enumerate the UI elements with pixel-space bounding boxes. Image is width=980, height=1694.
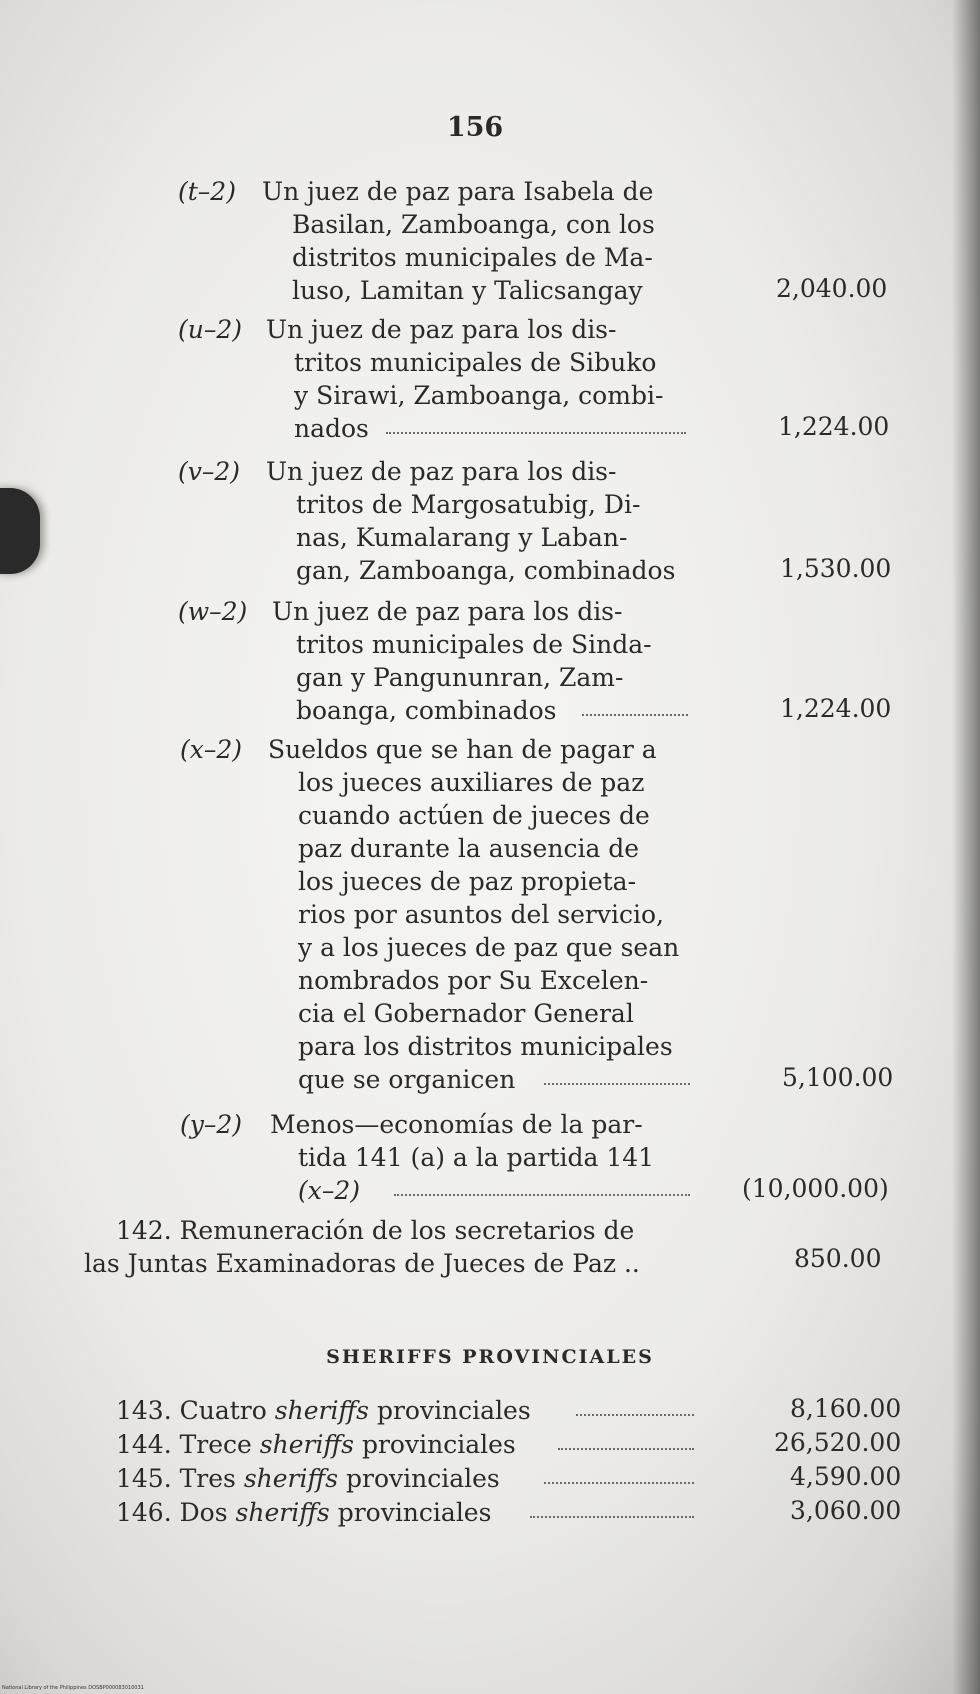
- entry-line: los jueces de paz propieta-: [298, 867, 637, 896]
- entry-line: Un juez de paz para los dis-: [266, 315, 617, 344]
- entry-line: y a los jueces de paz que sean: [298, 933, 680, 962]
- entry-line: para los distritos municipales: [298, 1032, 673, 1061]
- amount-w2: 1,224.00: [780, 694, 892, 723]
- leader-dots: [394, 1194, 690, 1196]
- entry-line: distritos municipales de Ma-: [292, 243, 653, 272]
- leader-dots: [576, 1414, 694, 1416]
- leader-dots: [530, 1516, 694, 1518]
- item-italic: sheriffs: [235, 1498, 330, 1527]
- entry-line: y Sirawi, Zamboanga, combi-: [294, 381, 664, 410]
- entry-line: tritos municipales de Sinda-: [296, 630, 652, 659]
- item-line: [116, 1496, 491, 1529]
- page-number: 156: [446, 112, 504, 143]
- item-text: Dos: [179, 1498, 228, 1527]
- entry-label: (w–2): [178, 597, 248, 626]
- entry-label: (v–2): [178, 457, 241, 486]
- entry-line: Un juez de paz para Isabela de: [262, 177, 654, 206]
- entry-label: (y–2): [180, 1110, 243, 1139]
- amount-142: 850.00: [794, 1244, 882, 1273]
- item-number: 145.: [116, 1464, 172, 1493]
- entry-label: (t–2): [178, 177, 236, 206]
- item-text: provinciales: [361, 1430, 516, 1459]
- entry-label: (u–2): [178, 315, 243, 344]
- item-142-line: las Juntas Examinadoras de Jueces de Paz ..: [84, 1249, 640, 1278]
- item-text: provinciales: [376, 1396, 531, 1425]
- section-heading: SHERIFFS PROVINCIALES: [326, 1346, 654, 1368]
- item-text: Trece: [179, 1430, 252, 1459]
- item-italic: sheriffs: [259, 1430, 355, 1459]
- entry-line: cuando actúen de jueces de: [298, 801, 650, 830]
- item-text: provinciales: [346, 1464, 500, 1493]
- entry-line: que se organicen: [298, 1065, 516, 1094]
- entry-line: Un juez de paz para los dis-: [266, 457, 617, 486]
- entry-line: Un juez de paz para los dis-: [272, 597, 623, 626]
- amount-u2: 1,224.00: [778, 412, 890, 441]
- item-line: [116, 1462, 500, 1495]
- entry-line: paz durante la ausencia de: [298, 834, 640, 863]
- amount-145: 4,590.00: [790, 1462, 902, 1491]
- leader-dots: [544, 1482, 694, 1484]
- entry-line: Basilan, Zamboanga, con los: [292, 210, 655, 239]
- entry-line: Sueldos que se han de pagar a: [268, 735, 657, 764]
- amount-x2: 5,100.00: [782, 1063, 894, 1092]
- entry-line: tritos municipales de Sibuko: [294, 348, 657, 377]
- item-142-line: 142. Remuneración de los secretarios de: [116, 1216, 635, 1245]
- entry-line: tida 141 (a) a la partida 141: [298, 1143, 655, 1172]
- amount-146: 3,060.00: [790, 1496, 902, 1525]
- entry-line: gan, Zamboanga, combinados: [296, 556, 676, 585]
- item-italic: sheriffs: [243, 1464, 339, 1493]
- leader-dots: [582, 714, 688, 716]
- leader-dots: [544, 1083, 690, 1085]
- entry-line: rios por asuntos del servicio,: [298, 900, 664, 929]
- leader-dots: [558, 1448, 694, 1450]
- item-number: 143.: [116, 1396, 172, 1425]
- entry-line: los jueces auxiliares de paz: [298, 768, 645, 797]
- leader-dots: [386, 432, 686, 434]
- amount-t2: 2,040.00: [776, 274, 888, 303]
- entry-line: Menos—economías de la par-: [270, 1110, 643, 1139]
- entry-line: cia el Gobernador General: [298, 999, 634, 1028]
- amount-v2: 1,530.00: [780, 554, 892, 583]
- entry-line: nas, Kumalarang y Laban-: [296, 523, 628, 552]
- item-italic: sheriffs: [274, 1396, 369, 1425]
- entry-line: gan y Pangununran, Zam-: [296, 663, 624, 692]
- item-number: [116, 1394, 531, 1427]
- entry-line: (x–2): [298, 1176, 361, 1205]
- entry-line: nombrados por Su Excelen-: [298, 966, 649, 995]
- entry-line: tritos de Margosatubig, Di-: [296, 490, 641, 519]
- item-line: [116, 1428, 516, 1461]
- item-number: 144.: [116, 1430, 172, 1459]
- entry-label: (x–2): [180, 735, 243, 764]
- amount-y2: (10,000.00): [742, 1174, 889, 1203]
- scan-footer: National Library of the Philippines DOSBP000083010031: [2, 1685, 144, 1691]
- page-edge-shadow: [952, 0, 980, 1694]
- binding-hole: [0, 488, 40, 574]
- item-text: Cuatro: [179, 1396, 267, 1425]
- entry-line: luso, Lamitan y Talicsangay: [292, 276, 643, 305]
- entry-line: boanga, combinados: [296, 696, 557, 725]
- entry-line: nados: [294, 414, 369, 443]
- amount-143: 8,160.00: [790, 1394, 902, 1423]
- amount-144: 26,520.00: [774, 1428, 902, 1457]
- item-text: provinciales: [337, 1498, 492, 1527]
- item-number: 146.: [116, 1498, 172, 1527]
- item-text: Tres: [179, 1464, 236, 1493]
